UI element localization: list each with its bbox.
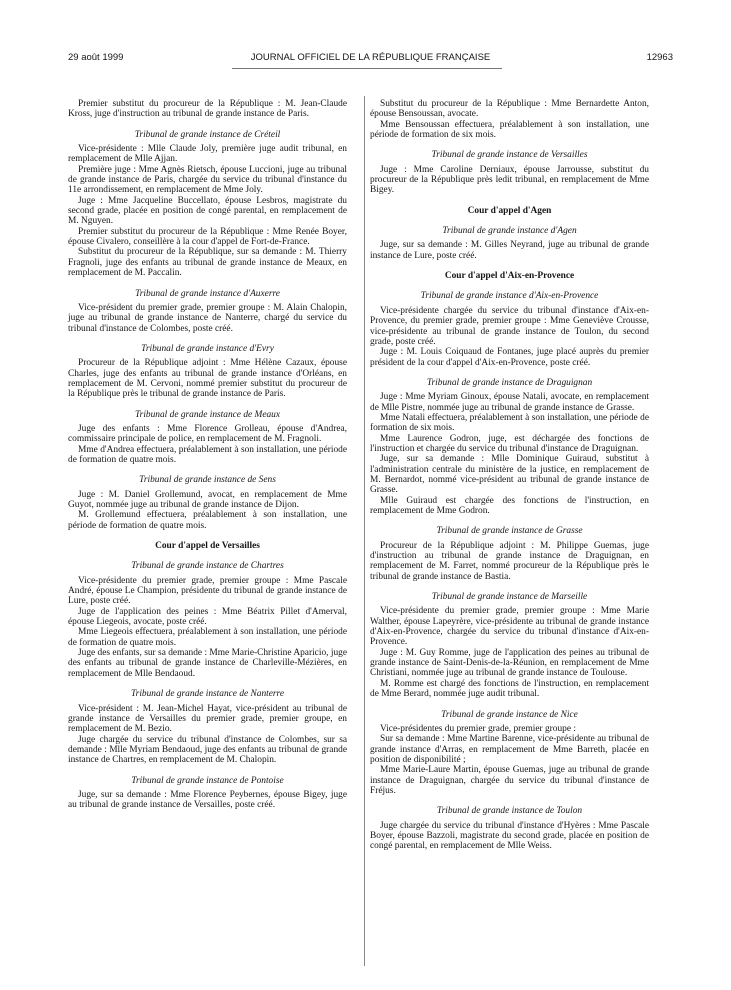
tribunal-heading: Tribunal de grande instance de Versailles (431, 150, 588, 161)
paragraph: Sur sa demande : Mme Martine Barenne, vice-présidente au tribunal de grande instance d'Arras, en remplacement de Mme Barreth, placée en position de disponibilité ; (370, 734, 649, 765)
tribunal-heading: Tribunal de grande instance d'Agen (442, 226, 577, 237)
paragraph: Juge : Mme Jacqueline Buccellato, épouse Lesbros, magistrate du second grade, placée en position de congé parental, en remplacement de M. Nguyen. (68, 195, 347, 227)
tribunal-heading: Tribunal de grande instance de Draguignan (426, 377, 593, 388)
header-rule (232, 68, 502, 69)
paragraph: M. Romme est chargé des fonctions de l'instruction, en remplacement de Mme Berard, nommée juge audit tribunal. (370, 678, 649, 700)
issue-date: 29 août 1999 (68, 52, 124, 63)
paragraph: Juge, sur sa demande : M. Gilles Neyrand, juge au tribunal de grande instance de Lure, poste créé. (370, 240, 649, 261)
paragraph: Procureur de la République adjoint : Mme Hélène Cazaux, épouse Charles, juge des enfants au tribunal de grande instance d'Orléans, en remplacement de M. Cervoni, nommé premier substitut du procureur de la République près le tribunal de grande instance de Paris. (68, 358, 347, 400)
paragraph: Vice-présidente du premier grade, premier groupe : Mme Marie Walther, épouse Lapeyrère, vice-présidente au tribunal de grande instance d'Aix-en-Provence, chargée du service du tribunal d'instance d'Aix-en-Provence. (370, 606, 649, 648)
paragraph: Premier substitut du procureur de la République : Mme Renée Boyer, épouse Civalero, conseillère à la cour d'appel de Fort-de-France. (68, 226, 347, 248)
paragraph: Juge chargée du service du tribunal d'instance d'Hyères : Mme Pascale Boyer, épouse Bazzoli, magistrate du second grade, placée en position de congé parental, en remplacement de Mlle Weiss. (370, 820, 649, 852)
paragraph: Substitut du procureur de la République, sur sa demande : M. Thierry Fragnoli, juge des enfants au tribunal de grande instance de Meaux, en remplacement de M. Paccalin. (68, 247, 347, 279)
tribunal-heading: Tribunal de grande instance de Pontoise (131, 775, 284, 786)
paragraph: Mme d'Andrea effectuera, préalablement à son installation, une période de formation de quatre mois. (68, 444, 347, 465)
paragraph: Juge : Mme Caroline Derniaux, épouse Jarrousse, substitut du procureur de la République près ledit tribunal, en remplacement de Mme Bigey. (370, 164, 649, 196)
paragraph: Première juge : Mme Agnès Rietsch, épouse Luccioni, juge au tribunal de grande instance de Paris, chargée du service du tribunal d'instance du 11e arrondissement, en remplacement de Mme Joly. (68, 164, 347, 196)
paragraph: Mme Marie-Laure Martin, épouse Guemas, juge au tribunal de grande instance de Draguignan, chargée du service du tribunal d'instance de Fréjus. (370, 765, 649, 796)
column-divider (364, 96, 365, 966)
tribunal-heading: Tribunal de grande instance d'Auxerre (135, 288, 280, 299)
paragraph: Juge chargée du service du tribunal d'instance de Colombes, sur sa demande : Mlle Myriam Bendaoud, juge des enfants au tribunal de grande instance de Chartres, en remplacement de M. Chalopin. (68, 734, 347, 766)
court-heading: Cour d'appel d'Agen (467, 205, 552, 216)
paragraph: Juge, sur sa demande : Mme Florence Peybernes, épouse Bigey, juge au tribunal de grande instance de Versailles, poste créé. (68, 789, 347, 811)
tribunal-heading: Tribunal de grande instance d'Aix-en-Provence (420, 291, 599, 302)
paragraph: Vice-président : M. Jean-Michel Hayat, vice-président au tribunal de grande instance de Versailles du premier grade, premier groupe, en remplacement de M. Bezio. (68, 703, 347, 735)
paragraph: Juge, sur sa demande : Mlle Dominique Guiraud, substitut à l'administration centrale du ministère de la justice, en remplacement de M. Bernardot, nommé vice-président au tribunal de grande instance de Grasse. (370, 454, 649, 496)
court-heading: Cour d'appel d'Aix-en-Provence (444, 271, 575, 282)
paragraph: Vice-présidente : Mlle Claude Joly, première juge audit tribunal, en remplacement de Mlle Ajjan. (68, 144, 347, 165)
paragraph: M. Grollemund effectuera, préalablement à son installation, une période de formation de quatre mois. (68, 510, 347, 531)
paragraph: Juge : M. Louis Coiquaud de Fontanes, juge placé auprès du premier président de la cour d'appel d'Aix-en-Provence, poste créé. (370, 347, 649, 368)
paragraph: Vice-présidente chargée du service du tribunal d'instance d'Aix-en-Provence, du premier grade, premier groupe : Mme Geneviève Crousse, vice-présidente au tribunal de grande instance de Toulon, du second grade, poste créé. (370, 305, 649, 347)
tribunal-heading: Tribunal de grande instance de Nanterre (130, 689, 285, 700)
tribunal-heading: Tribunal de grande instance de Grasse (436, 526, 583, 537)
paragraph: Juge de l'application des peines : Mme Béatrix Pillet d'Amerval, épouse Liegeois, avocate, poste créé. (68, 606, 347, 628)
paragraph: Premier substitut du procureur de la République : M. Jean-Claude Kross, juge d'instruction au tribunal de grande instance de Paris. (68, 99, 347, 120)
tribunal-heading: Tribunal de grande instance de Créteil (134, 129, 281, 140)
tribunal-heading: Tribunal de grande instance de Nice (441, 709, 578, 720)
tribunal-heading: Tribunal de grande instance de Marseille (431, 592, 588, 603)
paragraph: Mme Natali effectuera, préalablement à son installation, une période de formation de six mois. (370, 412, 649, 434)
paragraph: Juge des enfants, sur sa demande : Mme Marie-Christine Aparicio, juge des enfants au tribunal de grande instance de Charleville-Mézières, en remplacement de Mlle Bendaoud. (68, 648, 347, 679)
journal-title: JOURNAL OFFICIEL DE LA RÉPUBLIQUE FRANÇAISE (250, 52, 491, 63)
paragraph: Mme Bensoussan effectuera, préalablement à son installation, une période de formation de six mois. (370, 119, 649, 141)
paragraph: Vice-présidentes du premier grade, premier groupe : (380, 723, 576, 734)
paragraph: Mlle Guiraud est chargée des fonctions de l'instruction, en remplacement de Mme Godron. (370, 495, 649, 516)
page-header (68, 51, 673, 65)
paragraph: Juge : M. Guy Romme, juge de l'application des peines au tribunal de grande instance de Saint-Denis-de-la-Réunion, en remplacement de Mme Christiani, nommée juge au tribunal de grande instance de Toulouse. (370, 647, 649, 679)
paragraph: Juge : M. Daniel Grollemund, avocat, en remplacement de Mme Guyot, nommée juge au tribunal de grande instance de Dijon. (68, 489, 347, 510)
paragraph: Vice-président du premier grade, premier groupe : M. Alain Chalopin, juge au tribunal de grande instance de Nanterre, chargé du service du tribunal d'instance de Colombes, poste créé. (68, 302, 347, 334)
page-number: 12963 (646, 52, 673, 63)
paragraph: Mme Laurence Godron, juge, est déchargée des fonctions de l'instruction et chargée du service du tribunal d'instance de Draguignan. (370, 433, 649, 454)
paragraph: Juge des enfants : Mme Florence Grolleau, épouse d'Andrea, commissaire principale de police, en remplacement de M. Fragnoli. (68, 423, 347, 445)
tribunal-heading: Tribunal de grande instance de Sens (139, 475, 276, 486)
tribunal-heading: Tribunal de grande instance d'Evry (141, 343, 274, 354)
paragraph: Substitut du procureur de la République : Mme Bernardette Anton, épouse Bensoussan, avocate. (370, 99, 649, 120)
paragraph: Vice-présidente du premier grade, premier groupe : Mme Pascale André, épouse Le Champion, présidente du tribunal de grande instance de Lure, poste créé. (68, 575, 347, 607)
right-column (370, 99, 649, 852)
paragraph: Juge : Mme Myriam Ginoux, épouse Natali, avocate, en remplacement de Mlle Pistre, nommée juge au tribunal de grande instance de Grasse. (370, 392, 649, 413)
tribunal-heading: Tribunal de grande instance de Chartres (131, 561, 284, 572)
court-heading: Cour d'appel de Versailles (155, 541, 260, 552)
tribunal-heading: Tribunal de grande instance de Meaux (134, 409, 281, 420)
tribunal-heading: Tribunal de grande instance de Toulon (436, 806, 583, 817)
paragraph: Mme Liegeois effectuera, préalablement à son installation, une période de formation de quatre mois. (68, 627, 347, 648)
left-column (68, 99, 347, 811)
paragraph: Procureur de la République adjoint : M. Philippe Guemas, juge d'instruction au tribunal de grande instance de Draguignan, en remplacement de M. Farret, nommé procureur de la République près le tribunal de grande instance de Bastia. (370, 540, 649, 582)
